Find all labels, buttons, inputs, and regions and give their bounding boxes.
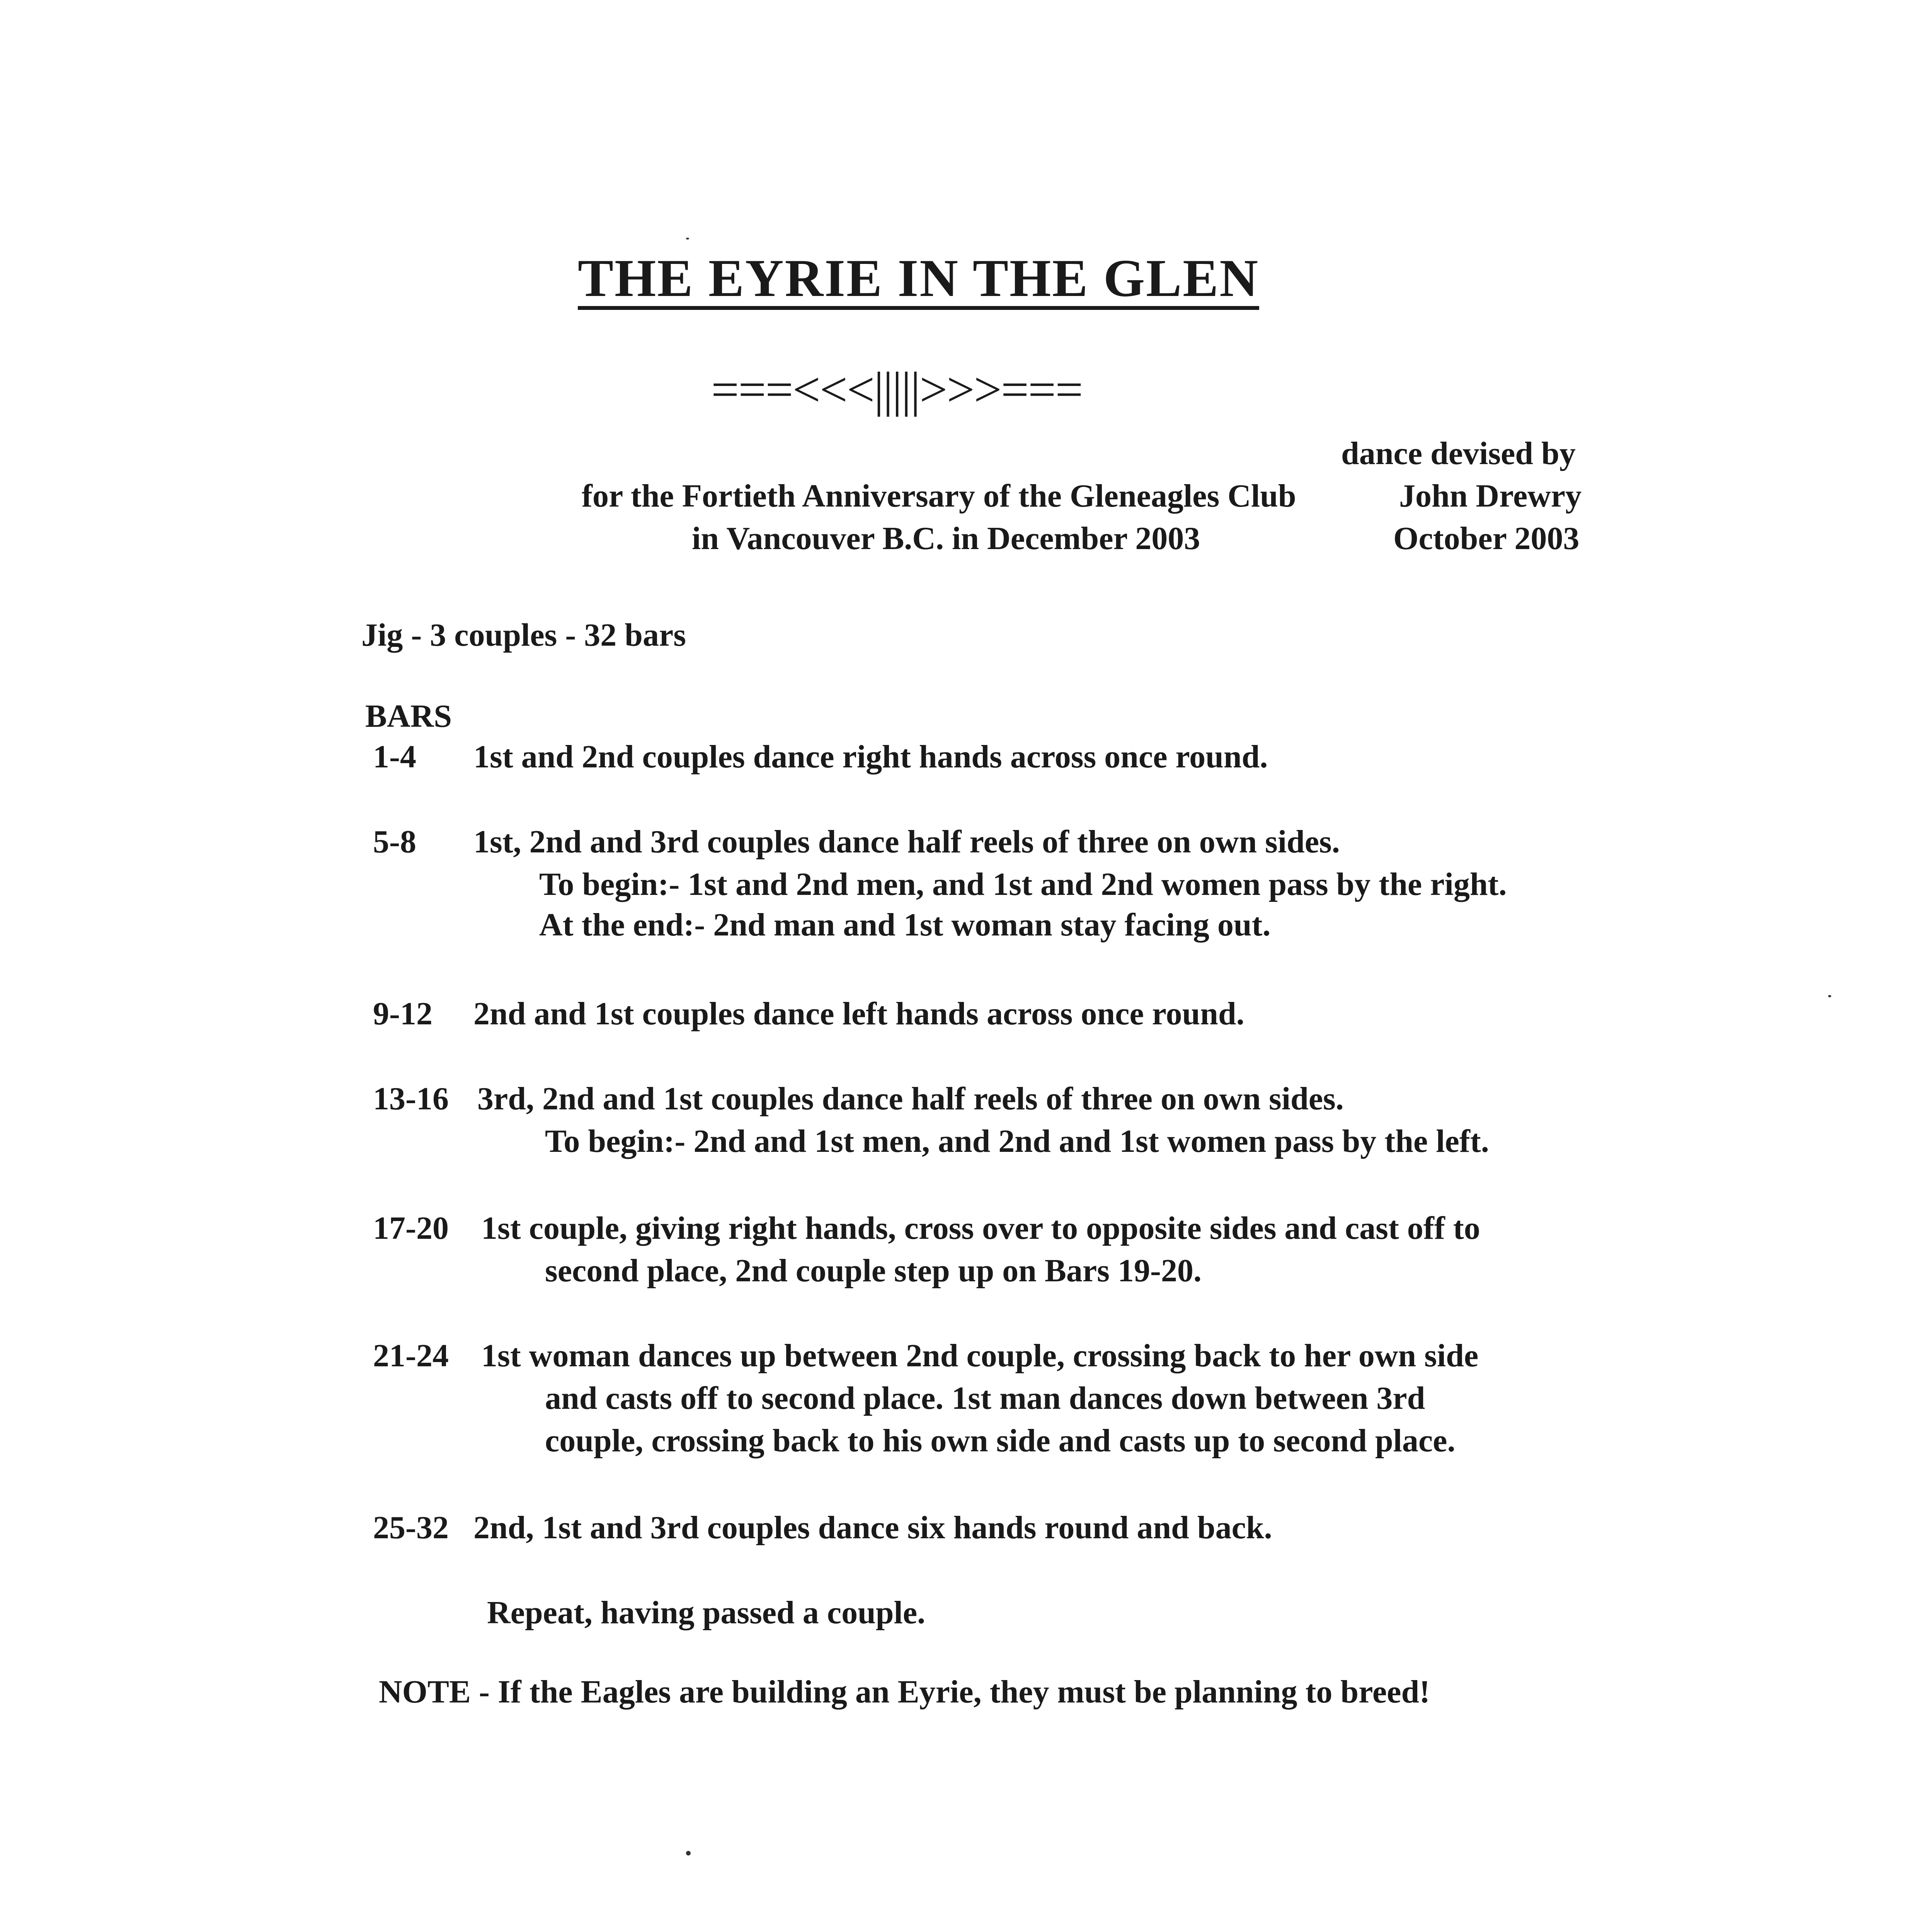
- dedication-line-1: for the Fortieth Anniversary of the Gleneagles Club: [582, 478, 1296, 514]
- scan-speck: [1828, 995, 1831, 997]
- figure-line: To begin:- 2nd and 1st men, and 2nd and 1st women pass by the left.: [545, 1123, 1489, 1159]
- figure-line: 1st, 2nd and 3rd couples dance half reels of three on own sides.: [473, 824, 1340, 860]
- scan-speck: [686, 1851, 691, 1855]
- figure-line: 1st woman dances up between 2nd couple, crossing back to her own side: [481, 1338, 1479, 1374]
- dedication-line-2: in Vancouver B.C. in December 2003: [692, 520, 1200, 556]
- author-name: John Drewry: [1399, 478, 1582, 514]
- figure-bars: 13-16: [373, 1081, 449, 1117]
- devised-by-label: dance devised by: [1341, 435, 1576, 471]
- figure-line: 3rd, 2nd and 1st couples dance half reels of three on own sides.: [477, 1081, 1344, 1117]
- figure-line: 1st and 2nd couples dance right hands across once round.: [473, 739, 1268, 775]
- bars-heading: BARS: [365, 698, 452, 734]
- closing-note: NOTE - If the Eagles are building an Eyrie, they must be planning to breed!: [379, 1674, 1430, 1710]
- title-ornament: ===<<<|||||>>>===: [711, 362, 1083, 417]
- repeat-instruction: Repeat, having passed a couple.: [487, 1595, 926, 1631]
- figure-line: 2nd and 1st couples dance left hands across once round.: [473, 996, 1245, 1032]
- figure-line: 2nd, 1st and 3rd couples dance six hands round and back.: [473, 1510, 1272, 1546]
- figure-line: and casts off to second place. 1st man dances down between 3rd: [545, 1380, 1425, 1416]
- figure-bars: 1-4: [373, 739, 416, 775]
- figure-bars: 17-20: [373, 1210, 449, 1246]
- figure-line: couple, crossing back to his own side and casts up to second place.: [545, 1423, 1456, 1459]
- figure-bars: 25-32: [373, 1510, 449, 1546]
- figure-line: second place, 2nd couple step up on Bars 19-20.: [545, 1253, 1202, 1289]
- figure-bars: 5-8: [373, 824, 416, 860]
- figure-line: 1st couple, giving right hands, cross over to opposite sides and cast off to: [481, 1210, 1480, 1246]
- author-date: October 2003: [1393, 520, 1580, 556]
- dance-title: THE EYRIE IN THE GLEN: [578, 248, 1259, 308]
- figure-bars: 21-24: [373, 1338, 449, 1374]
- scan-speck: [686, 238, 689, 240]
- dance-type: Jig - 3 couples - 32 bars: [361, 617, 686, 653]
- figure-bars: 9-12: [373, 996, 432, 1032]
- figure-line: To begin:- 1st and 2nd men, and 1st and 2nd women pass by the right.: [539, 866, 1507, 902]
- figure-line: At the end:- 2nd man and 1st woman stay facing out.: [539, 907, 1271, 943]
